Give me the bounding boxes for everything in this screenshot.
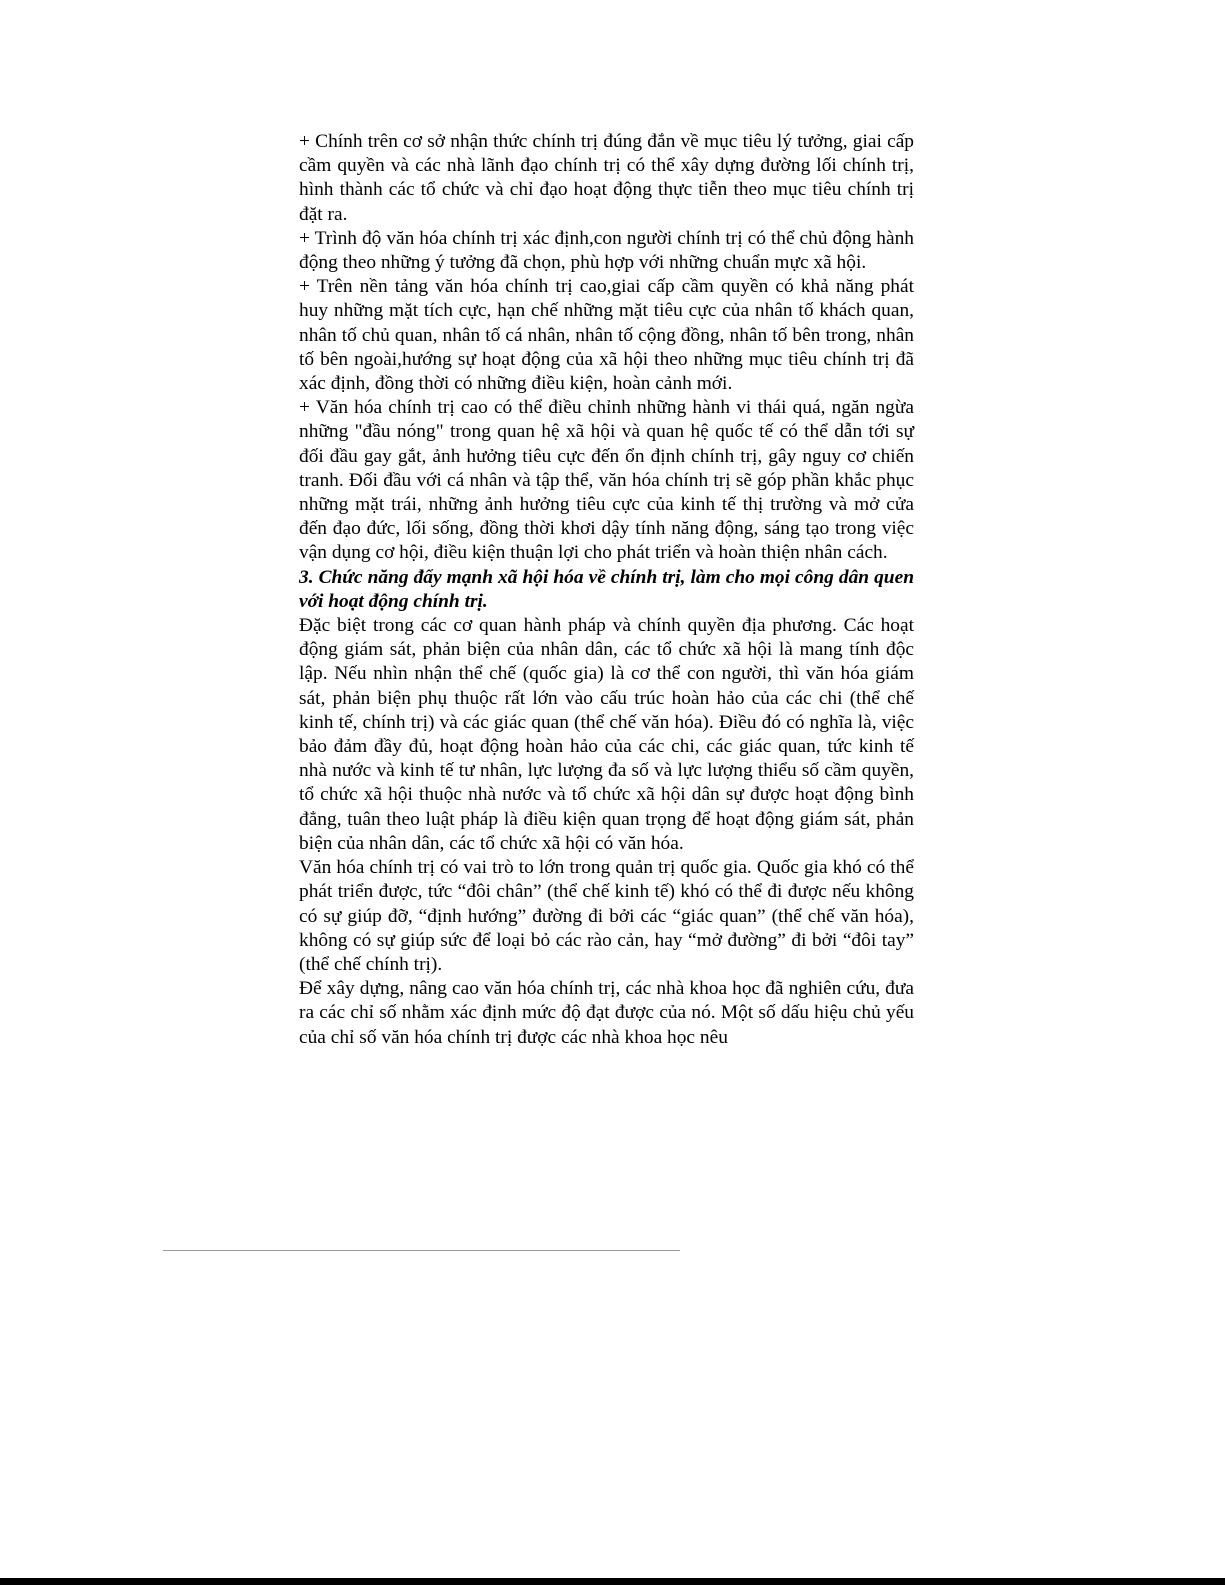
- section-heading: 3. Chức năng đẩy mạnh xã hội hóa về chính trị, làm cho mọi công dân quen với hoạt động chính trị.: [299, 566, 914, 612]
- paragraph-culture-level: + Trình độ văn hóa chính trị xác định,con người chính trị có thể chủ động hành động theo những ý tưởng đã chọn, phù hợp với những chuẩn mực xã hội.: [299, 227, 914, 274]
- paragraph-goal-awareness: + Chính trên cơ sở nhận thức chính trị đúng đắn về mục tiêu lý tưởng, giai cấp cầm quyền và các nhà lãnh đạo chính trị có thể xây dựng đường lối chính trị, hình thành các tổ chức và chỉ đạo hoạt động thực tiễn theo mục tiêu chính trị đặt ra.: [299, 131, 914, 225]
- paragraph-indicators: Để xây dựng, nâng cao văn hóa chính trị, các nhà khoa học đã nghiên cứu, đưa ra các chỉ số nhằm xác định mức độ đạt được của nó. Một số dấu hiệu chủ yếu của chỉ số văn hóa chính trị được các nhà khoa học nêu: [299, 978, 914, 1048]
- paragraph-regulating-behavior: + Văn hóa chính trị cao có thể điều chỉnh những hành vi thái quá, ngăn ngừa những "đầu nóng" trong quan hệ xã hội và quan hệ quốc tế có thể dẫn tới sự đối đầu gay gắt, ảnh hưởng tiêu cực đến ổn định chính trị, gây nguy cơ chiến tranh. Đối đầu với cá nhân và tập thể, văn hóa chính trị sẽ góp phần khắc phục những mặt trái, những ảnh hưởng tiêu cực của kinh tế thị trường và mở cửa đến đạo đức, lối sống, đồng thời khơi dậy tính năng động, sáng tạo trong việc vận dụng cơ hội, điều kiện thuận lợi cho phát triển và hoàn thiện nhân cách.: [299, 397, 914, 564]
- paragraph-high-culture-foundation: + Trên nền tảng văn hóa chính trị cao,giai cấp cầm quyền có khả năng phát huy những mặt tích cực, hạn chế những mặt tiêu cực của nhân tố khách quan, nhân tố chủ quan, nhân tố cá nhân, nhân tố cộng đồng, nhân tố bên trong, nhân tố bên ngoài,hướng sự hoạt động của xã hội theo những mục tiêu chính trị đã xác định, đồng thời có những điều kiện, hoàn cảnh mới.: [299, 276, 914, 395]
- footnote-separator: [163, 1250, 680, 1251]
- paragraph-supervision: Đặc biệt trong các cơ quan hành pháp và chính quyền địa phương. Các hoạt động giám sát, phản biện của nhân dân, các tổ chức xã hội là mang tính độc lập. Nếu nhìn nhận thể chế (quốc gia) là cơ thể con người, thì văn hóa giám sát, phản biện phụ thuộc rất lớn vào cấu trúc hoàn hảo của các chi (thể chế kinh tế, chính trị) và các giác quan (thể chế văn hóa). Điều đó có nghĩa là, việc bảo đảm đầy đủ, hoạt động hoàn hảo của các chi, các giác quan, tức kinh tế nhà nước và kinh tế tư nhân, lực lượng đa số và lực lượng thiểu số cầm quyền, tổ chức xã hội thuộc nhà nước và tổ chức xã hội dân sự được hoạt động bình đẳng, tuân theo luật pháp là điều kiện quan trọng để hoạt động giám sát, phản biện của nhân dân, các tổ chức xã hội có văn hóa.: [299, 615, 914, 854]
- page-bottom-border: [0, 1578, 1225, 1585]
- body-text: [299, 130, 914, 1050]
- paragraph-national-governance: Văn hóa chính trị có vai trò to lớn trong quản trị quốc gia. Quốc gia khó có thể phát triển được, tức “đôi chân” (thể chế kinh tế) khó có thể đi được nếu không có sự giúp đỡ, “định hướng” đường đi bởi các “giác quan” (thể chế văn hóa), không có sự giúp sức để loại bỏ các rào cản, hay “mở đường” đi bởi “đôi tay” (thể chế chính trị).: [299, 857, 914, 975]
